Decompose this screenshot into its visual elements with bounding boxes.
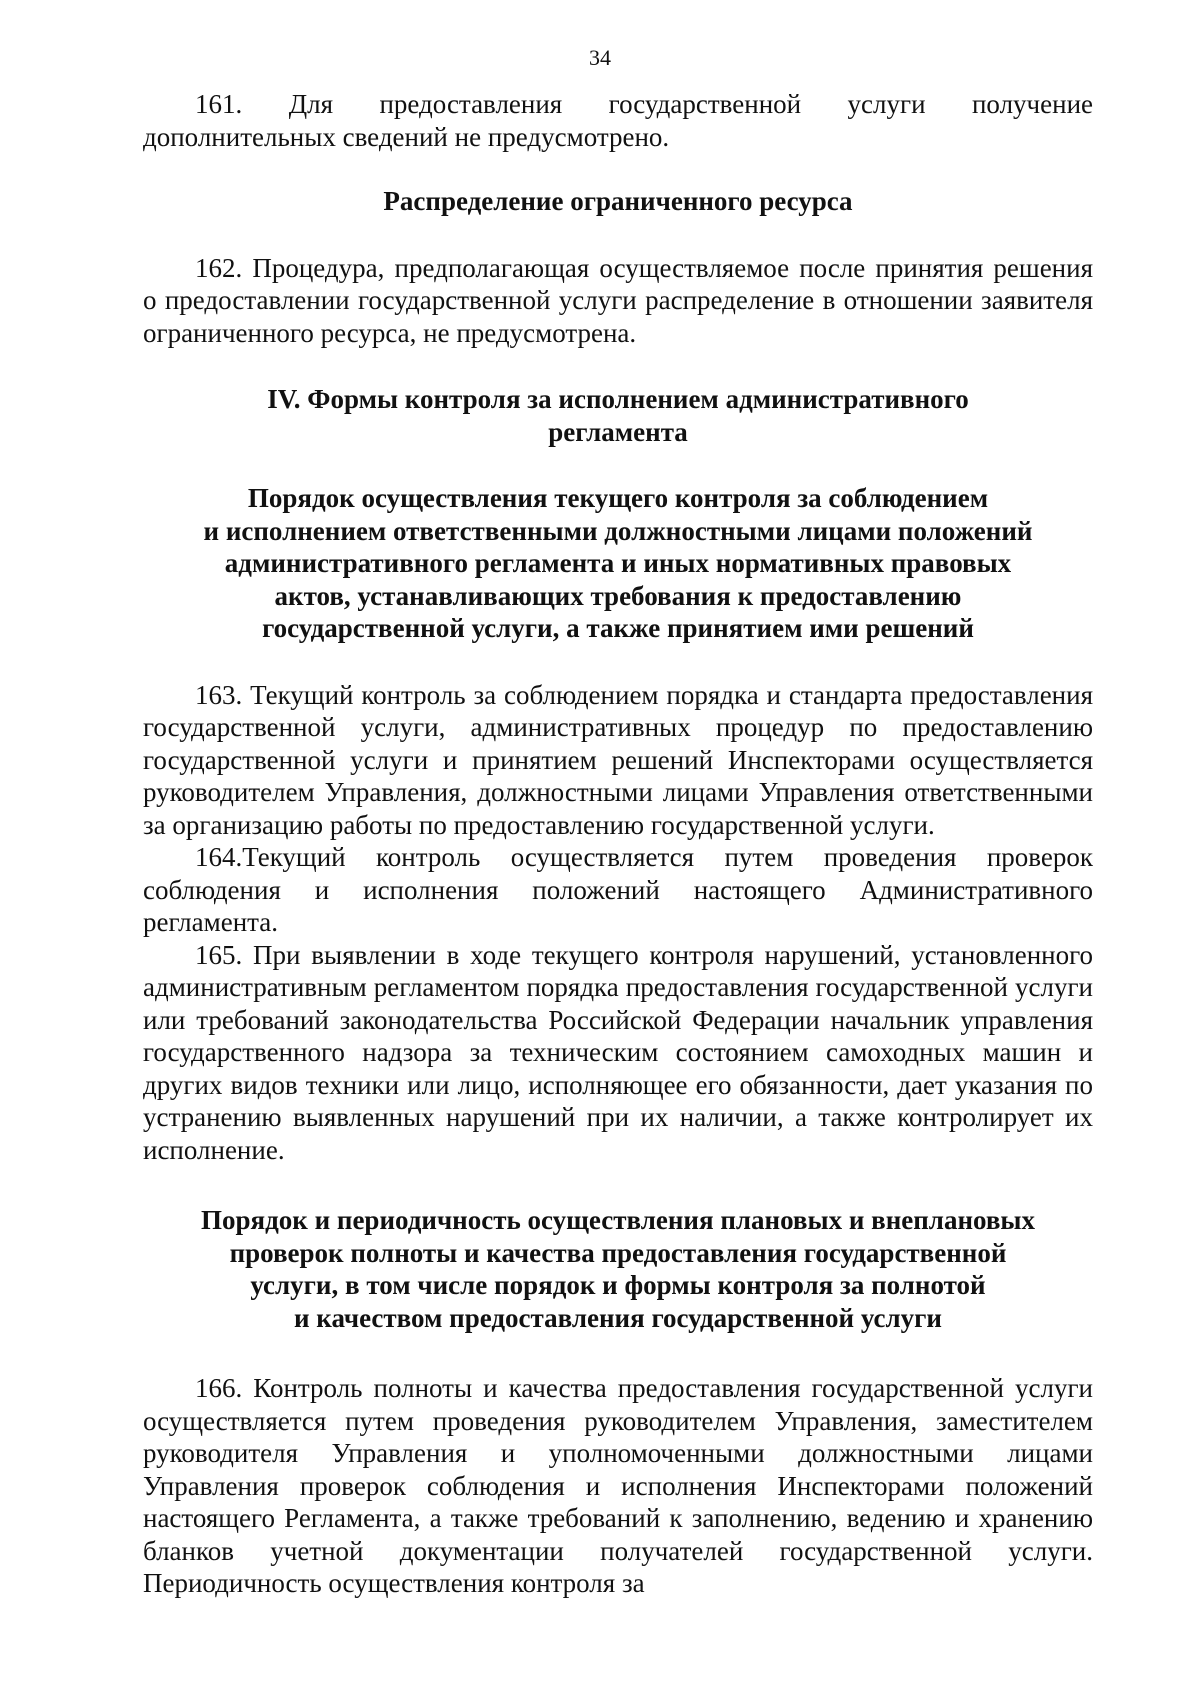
heading-line: административного регламента и иных нормативных правовых: [224, 548, 1012, 578]
paragraph-165: 165. При выявлении в ходе текущего контроля нарушений, установленного административным регламентом порядка предоставления государственной услуги или требований законодательства Российской Федерации начальник управления государственного надзора за техническим состоянием самоходных машин и других видов техники или лицо, исполняющее его обязанности, дает указания по устранению выявленных нарушений при их наличии, а также контролирует их исполнение.: [143, 939, 1093, 1165]
heading-current-control: [143, 482, 1093, 645]
paragraph-164: 164.Текущий контроль осуществляется путем проведения проверок соблюдения и исполнения положений настоящего Административного регламента.: [143, 842, 1093, 937]
heading-chapter-4: [143, 383, 1093, 448]
heading-line: услуги, в том числе порядок и формы контроля за полнотой: [250, 1270, 986, 1300]
heading-inspections: [143, 1204, 1093, 1334]
heading-line: IV. Формы контроля за исполнением административного: [267, 384, 969, 414]
heading-line: проверок полноты и качества предоставления государственной: [229, 1237, 1007, 1268]
heading-line: регламента: [548, 416, 688, 447]
page-number: 34: [589, 45, 611, 70]
heading-line: и качеством предоставления государственной услуги: [294, 1302, 942, 1333]
heading-distribution: Распределение ограниченного ресурса: [383, 186, 853, 216]
paragraph-163: 163. Текущий контроль за соблюдением порядка и стандарта предоставления государственной услуги, административных процедур по предоставлению государственной услуги и принятием решений Инспекторами осуществляется руководителем Управления, должностными лицами Управления ответственными за организацию работы по предоставлению государственной услуги.: [143, 679, 1093, 840]
heading-line: актов, устанавливающих требования к предоставлению: [274, 580, 962, 611]
heading-line: Порядок и периодичность осуществления плановых и внеплановых: [201, 1205, 1035, 1235]
paragraph-162: 162. Процедура, предполагающая осуществляемое после принятия решения о предоставлении государственной услуги распределение в отношении заявителя ограниченного ресурса, не предусмотрена.: [143, 252, 1093, 348]
heading-line: государственной услуги, а также принятием ими решений: [262, 613, 974, 643]
heading-line: Порядок осуществления текущего контроля за соблюдением: [247, 483, 989, 513]
document-body: [143, 88, 1093, 1600]
heading-line: и исполнением ответственными должностными лицами положений: [203, 515, 1033, 546]
paragraph-166: 166. Контроль полноты и качества предоставления государственной услуги осуществляется путем проведения руководителем Управления, заместителем руководителя Управления и уполномоченными должностными лицами Управления проверок соблюдения и исполнения Инспекторами положений настоящего Регламента, а также требований к заполнению, ведению и хранению бланков учетной документации получателей государственной услуги. Периодичность осуществления контроля за: [143, 1373, 1093, 1598]
paragraph-161: 161. Для предоставления государственной услуги получение дополнительных сведений не предусмотрено.: [143, 89, 1093, 152]
